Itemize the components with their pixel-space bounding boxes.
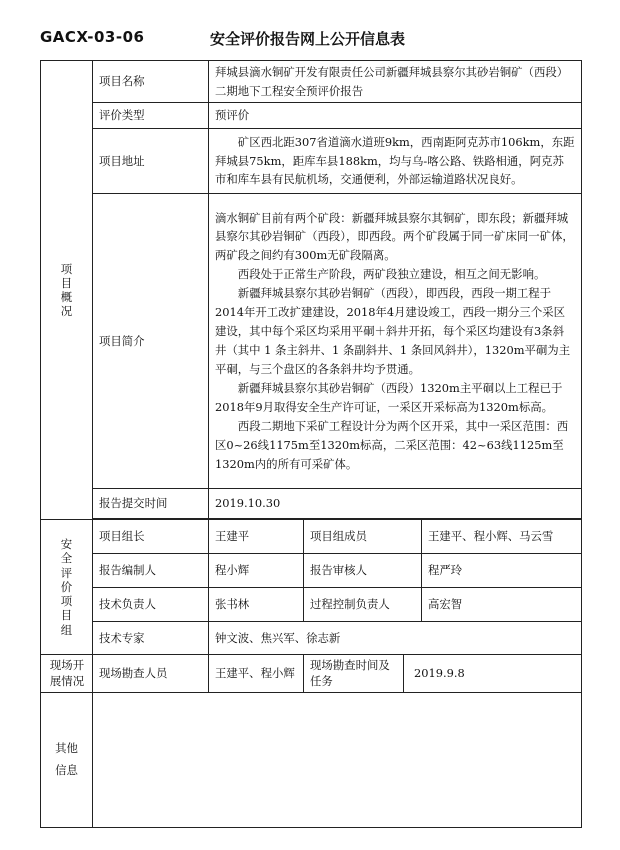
intro-paragraph: 新疆拜城县察尔其砂岩铜矿（西段）1320m主平硐以上工程已于2018年9月取得安全生产许可证，一采区开采标高为1320m标高。 [215, 380, 563, 414]
project-address-label: 项目地址 [93, 129, 209, 194]
team-leader-value: 王建平 [209, 520, 304, 554]
info-table [40, 60, 582, 828]
group-other-info [41, 693, 93, 828]
other-info-label: 其他信息 [55, 741, 78, 777]
submit-time-label: 报告提交时间 [93, 489, 209, 519]
project-intro-label: 项目简介 [93, 194, 209, 489]
project-name-value: 拜城县滴水铜矿开发有限责任公司新疆拜城县察尔其砂岩铜矿（西段）二期地下工程安全预评价报告 [209, 61, 582, 103]
report-author-label: 报告编制人 [93, 554, 209, 588]
row-project-intro [41, 194, 582, 489]
intro-paragraph: 滴水铜矿目前有两个矿段：新疆拜城县察尔其铜矿，即东段；新疆拜城县察尔其砂岩铜矿（西段），即西段。两个矿段属于同一矿床同一矿体，两矿段之间约有300m无矿段隔离。 [215, 210, 574, 263]
row-site-inspection [41, 655, 582, 693]
report-reviewer-value: 程严玲 [422, 554, 582, 588]
group-project-overview-label: 项目概况 [60, 261, 73, 319]
eval-type-label: 评价类型 [93, 103, 209, 129]
group-eval-team [41, 520, 93, 655]
tech-lead-label: 技术负责人 [93, 588, 209, 622]
report-reviewer-label: 报告审核人 [304, 554, 422, 588]
site-inspectors-value: 王建平、程小辉 [209, 655, 304, 693]
row-project-name [41, 61, 582, 103]
row-team-leader [41, 520, 582, 554]
row-report-author [41, 554, 582, 588]
document-title: 安全评价报告网上公开信息表 [210, 30, 406, 48]
team-members-label: 项目组成员 [304, 520, 422, 554]
other-info-value [93, 693, 582, 828]
group-site-work-label: 现场开展情况 [49, 658, 85, 688]
project-address-text: 矿区西北距307省道滴水道班9km，西南距阿克苏市106km，东距拜城县75km，距库车县188km，均与乌-喀公路、铁路相通，阿克苏市和库车县有民航机场，交通便利，外部运输道路状况良好。 [215, 134, 575, 187]
eval-type-value: 预评价 [209, 103, 582, 129]
project-intro-value [209, 194, 582, 489]
row-tech-lead [41, 588, 582, 622]
intro-paragraph: 新疆拜城县察尔其砂岩铜矿（西段），即西段，西段一期工程于2014年开工改扩建建设，2018年4月建设竣工，西段一期分三个采区建设，其中每个采区均采用平硐＋斜井开拓，每个采区均建设有3条斜井（其中 1 条主斜井、1 条副斜井、1 条回风斜井），1320m平硐为主平硐，与三个盘区的各条斜井均予贯通。 [215, 286, 571, 376]
row-tech-experts [41, 622, 582, 655]
document-code: GACX-03-06 [40, 28, 145, 46]
group-site-work [41, 655, 93, 693]
site-inspectors-label: 现场勘查人员 [93, 655, 209, 693]
row-project-address [41, 129, 582, 194]
tech-experts-label: 技术专家 [93, 622, 209, 655]
site-time-label: 现场勘查时间及任务 [304, 655, 404, 693]
intro-paragraph: 西段处于正常生产阶段，两矿段独立建设，相互之间无影响。 [237, 267, 546, 282]
report-author-value: 程小辉 [209, 554, 304, 588]
team-leader-label: 项目组长 [93, 520, 209, 554]
process-lead-value: 高宏智 [422, 588, 582, 622]
row-other-info [41, 693, 582, 828]
process-lead-label: 过程控制负责人 [304, 588, 422, 622]
group-eval-team-label: 安全评价项目组 [60, 537, 73, 637]
group-project-overview [41, 61, 93, 520]
tech-lead-value: 张书林 [209, 588, 304, 622]
intro-paragraph: 西段二期地下采矿工程设计分为两个区开采，其中一采区范围：西区0~26线1175m至1320m标高，二采区范围：42~63线1125m至1320m内的所有可采矿体。 [215, 418, 569, 471]
row-submit-time [41, 489, 582, 519]
site-time-value: 2019.9.8 [404, 655, 582, 693]
team-members-value: 王建平、程小辉、马云雪 [422, 520, 582, 554]
project-address-value [209, 129, 582, 194]
project-name-label: 项目名称 [93, 61, 209, 103]
row-eval-type [41, 103, 582, 129]
tech-experts-value: 钟文波、焦兴军、徐志新 [209, 622, 582, 655]
submit-time-value: 2019.10.30 [209, 489, 582, 519]
